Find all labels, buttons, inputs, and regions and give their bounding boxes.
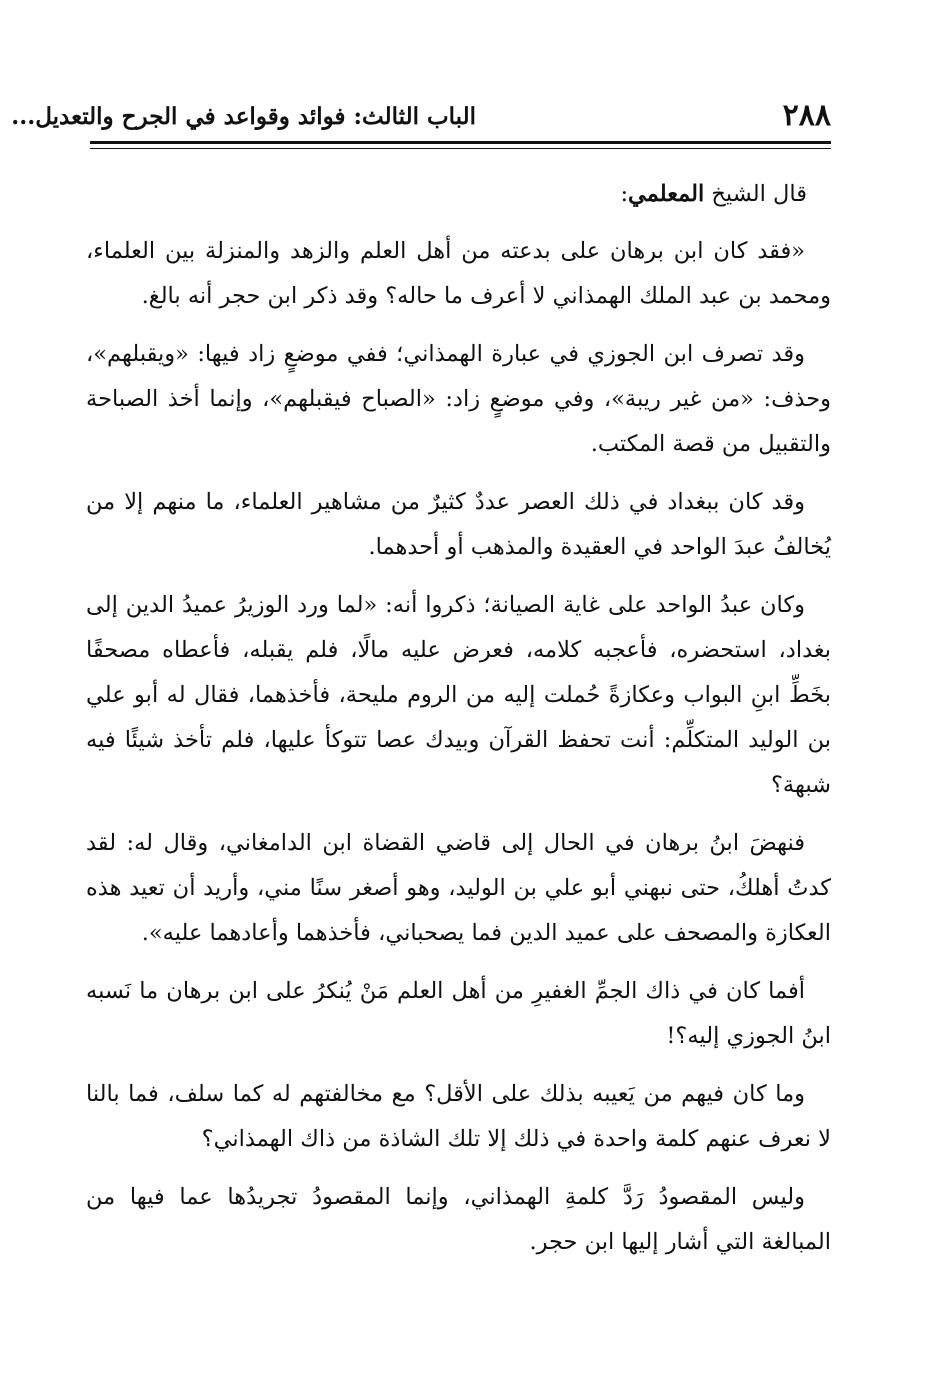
- paragraph: وما كان فيهم من يَعيبه بذلك على الأقل؟ مع مخالفتهم له كما سلف، فما بالنا لا نعرف عنهم كلمة واحدة في ذلك إلا تلك الشاذة من ذاك الهمذاني؟: [86, 1081, 831, 1152]
- paragraph: وقد تصرف ابن الجوزي في عبارة الهمذاني؛ ففي موضعٍ زاد فيها: «ويقبلهم»، وحذف: «من غير ريبة»، وفي موضعٍ زاد: «الصباح فيقبلهم»، وإنما أخذ الصباحة والتقبيل من قصة المكتب.: [86, 341, 831, 457]
- paragraph: وكان عبدُ الواحد على غاية الصيانة؛ ذكروا أنه: «لما ورد الوزيرُ عميدُ الدين إلى بغداد، استحضره، فأعجبه كلامه، فعرض عليه مالًا، فلم يقبله، فأعطاه مصحفًا بخَطِّ ابنِ البواب وعكازةً حُملت إليه من الروم مليحة، فأخذهما، فقال له أبو علي بن الوليد المتكلِّم: أنت تحفظ القرآن وبيدك عصا تتوكأ عليها، فلم تأخذ شيئًا فيه شبهة؟: [86, 592, 831, 798]
- intro-line: [86, 172, 831, 217]
- paragraph: «فقد كان ابن برهان على بدعته من أهل العلم والزهد والمنزلة بين العلماء، ومحمد بن عبد الملك الهمذاني لا أعرف ما حاله؟ وقد ذكر ابن حجر أنه بالغ.: [86, 238, 831, 309]
- paragraph: فنهضَ ابنُ برهان في الحال إلى قاضي القضاة ابن الدامغاني، وقال له: لقد كدتُ أهلكُ، حتى نبهني أبو علي بن الوليد، وهو أصغر سنًا مني، وأريد أن تعيد هذه العكازة والمصحف على عميد الدين فما يصحباني، فأخذهما وأعادهما عليه».: [86, 830, 831, 946]
- author-name: المعلمي: [628, 181, 705, 207]
- header-rule-thin: [90, 148, 831, 149]
- body-text: [86, 172, 831, 1278]
- paragraph: وقد كان ببغداد في ذلك العصر عددٌ كثيرٌ من مشاهير العلماء، ما منهم إلا من يُخالفُ عبدَ الواحد في العقيدة والمذهب أو أحدهما.: [86, 489, 831, 560]
- intro-suffix: :: [620, 181, 629, 207]
- page-number: ٢٨٨: [782, 98, 831, 133]
- paragraph: أفما كان في ذاك الجمِّ الغفيرِ من أهل العلم مَنْ يُنكرُ على ابن برهان ما نَسبه ابنُ الجوزي إليه؟!: [86, 978, 831, 1049]
- intro-prefix: قال الشيخ: [704, 181, 807, 207]
- paragraph: وليس المقصودُ رَدَّ كلمةِ الهمذاني، وإنما المقصودُ تجريدُها عما فيها من المبالغة التي أشار إليها ابن حجر.: [86, 1184, 831, 1255]
- running-title: الباب الثالث: فوائد وقواعد في الجرح والتعديل...: [11, 103, 476, 130]
- header-rule-thick: [90, 141, 831, 144]
- page-header: [11, 95, 831, 137]
